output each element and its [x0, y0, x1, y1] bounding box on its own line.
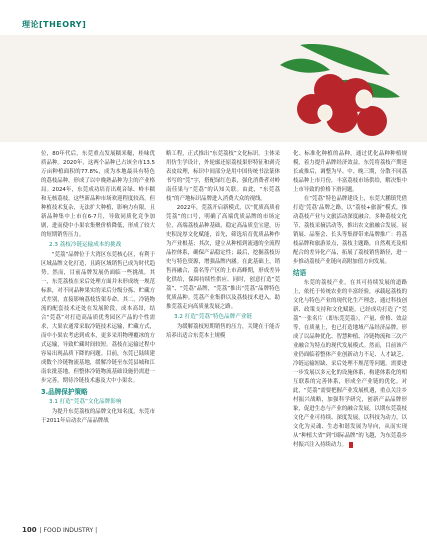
article-column-3 — [293, 150, 407, 450]
subheading: 3.1 打造“莞荔”文化品牌影响 — [49, 399, 122, 405]
section-heading: 3.品牌保护策略 — [41, 388, 88, 396]
article-column-2 — [166, 150, 280, 341]
section-label-en: [THEORY] — [39, 19, 87, 29]
section-heading: 结语 — [293, 269, 307, 277]
paragraph: 2022年，莞荔开启新模式，以“优质高质看莞荔”的口号，明确了高端优质品牌的市场定位，高端荔枝品种基础，稳定高品质皇宝建，历史积淀厚文化赋能，首先，筛选培育优质品种作为产业根基；其次，建立从种植到流通的全流程品控体系，确保产品稳定性；最后，挖掘荔枝历史与特色资源，增强品牌内涵。在此基础上，销售再融合，荔名等产区的上市高峰期，形成差异化供给，保障持续性供应。同时，创意打造“莞荔”、“莞荔”品牌，“莞荔”推出“莞荔”品牌特色优质品种。莞荔产业集群以及荔枝技术进入，助推莞荔走向高质量发展之路。 — [166, 205, 280, 310]
paragraph: 化、标准化种植的品种，通过优化品种种植规模，着力提升品牌经济效益。东莞将荔枝产期延长或推后，调整为早、中、晚三期，分散不同荔枝品种上市月份，丰富荔枝市场供给，解决集中上市导致的价格下滑问题。 — [293, 151, 407, 193]
paragraph: 略工程，正式推出“东莞荔枝”文化标识。主体采用仿生学设计，外轮廓还原荔枝果形特征和剥壳表皮纹理，标识中间部分是用中国传统书法篆体书写的“莞”字，搭配绿红色系，强化消费者对岭南佳果与“莞荔”的认知关联。由此，“东莞荔枝”的产地标识品牌进入消费大众的视线。 — [166, 151, 280, 202]
paragraph-text: 东莞的荔枝产业，在其可持续发展的道路上，依托于传统农业的丰富经验，承载起荔枝的文化与特色产业的现代化生产理念，通过科技创新、政策支持和文化赋能，已经成功打造了“莞荔”一张名片（即东莞莞荔），产量、价格、效益等，在质量上，也已打造地域产品经济品牌，形成了以品种优化、智慧种植、冷链物流和三次产业融合为特点的现代发展模式。然而，目前该产业仍面临着整体产业创新动力不足、人才缺乏、冷链运输短缺、采后处理不规范等问题。需要进一步发展以多元化的设施体系，构建体系化的相互联系的完善体系，形成全产业链的优化。对此，“莞荔”需要把握产业发展机遇，重点关注乡村振兴战略，加强科学研究，创新产品品牌形象，促进生态与产业的融合发展，以期东莞荔枝文化产业可持续、深度发展，以科技为动力，以文化为灵魂、生态和谐发展为导向，从而实现从“种植大省”到“国际品牌”的飞越，为东莞荔乡村振兴注入持续动力。 — [293, 280, 407, 448]
paragraph — [293, 279, 407, 450]
article-column-1 — [41, 150, 155, 426]
end-mark-icon — [349, 442, 353, 448]
page-number: 100 — [22, 526, 37, 534]
section-label: 理论 — [22, 19, 39, 29]
paragraph: 为提升东莞荔枝的品牌文化知名度，东莞市于2011年启动农产品品牌战 — [41, 409, 155, 424]
paragraph: “莞荔”品牌位于大湾区东莞核心区，有利于区域品牌文化打造，且跨区域销售已成为时代趋势。然而，目前品牌发展仍面临一些挑战。其一，东莞荔枝在采后处理方面并未形成统一规范标准，对不同品种果实的采后分级分拣、贮藏方式差别，直接影响荔枝货架寿命。其二，冷链物流的配套技术还处在发展阶段，成本高昂，结合“莞荔”对打造高品质优秀园区产品的个性需求，大果农通常采取冷链技术运输，贮藏方式，而中小果农考虑到成本，更多采用物理覆冰的方式运输，导致贮藏时间较短。荔枝在运输过程中容易出现品质下降的问题。目前，东莞已陆续建成数个冷链物流基地，缓解冷链至东莞县城和江南农批基地，但整体冷链物流基础设施仍需进一步完善，期待冷链技术惠及大中小果农。 — [41, 252, 155, 384]
section-header — [22, 18, 86, 30]
paragraph: 为缓解荔枝短期销售的压力，关键在于能否培养出适合东莞本土规模 — [166, 324, 280, 339]
subheading: 2.3 荔枝冷链运输成本的挑战 — [49, 242, 122, 248]
hero-image-litchi — [0, 35, 427, 142]
paragraph: 位，80年代后，东莞重点发展糯米糍，桂味优质品种。2020年，这两个品种已占该全市13.5万亩种植面积的77.8%，成为本地最具有特色的荔枝品种，形成了以中晚熟品种为主的产业格局。2024年，东莞成功培育出观音绿、岭丰糯和无核荔枝，这些新品种市场欢迎程度较高，但种植技术复杂，无法扩大种植，影响力有限，且新品种集中上市在6-7月，导致同质化竞争加剧，进而使中小果农集聚价格降低，形成了较大的短期销售压力。 — [41, 151, 155, 238]
issue-label: | FOOD INDUSTRY | — [39, 526, 98, 534]
page-footer — [22, 526, 97, 534]
subheading: 3.2 打造“莞荔”特色品牌产业链 — [174, 314, 253, 320]
paragraph: 在“莞荔”特色品牌建设上，东莞大鹏镇凭借打造‘莞荔’品牌之路，以“荔枝+旅游”模式，推动荔枝产业与文旅活动深度融合，多种荔枝文化节，荔枝采摘活动等，推出农文旅融合发展，展销展、品鉴会、长头等集群带来品牌推广：将荔枝品牌和旅游景点，荔枝主题路，自然观光及相配合的差异化产品，拓展了荔枝销售路径，进一步推动荔枝产业链向高附加值方向发展。 — [293, 196, 407, 265]
